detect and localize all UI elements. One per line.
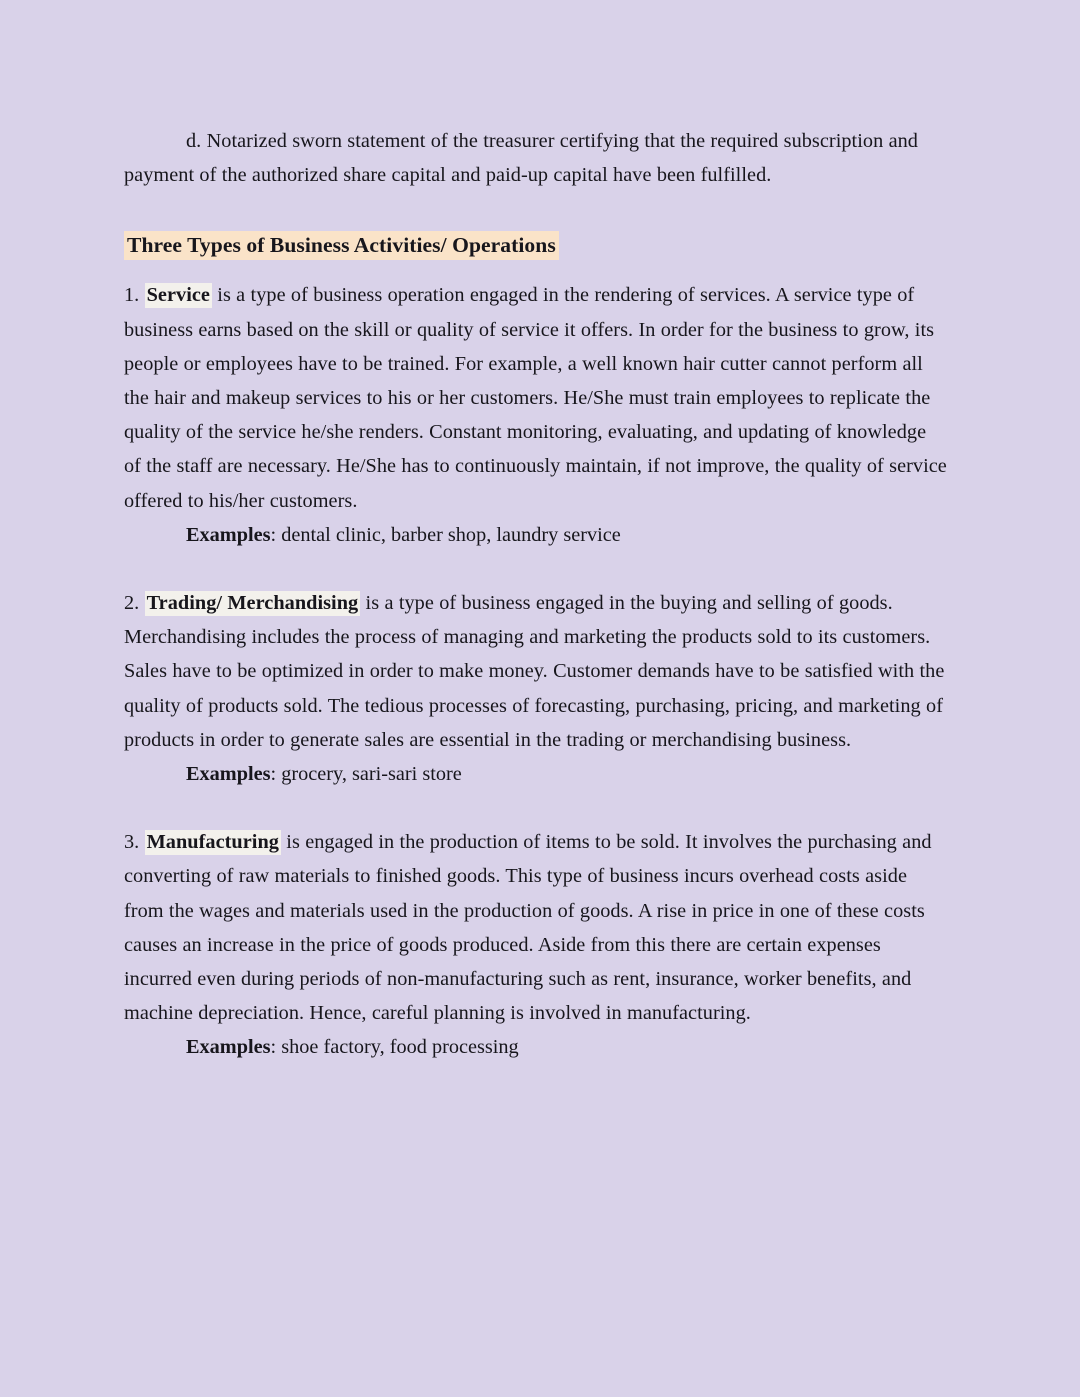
heading-highlight: Three Types of Business Activities/ Operations xyxy=(124,231,559,260)
examples-line-2 xyxy=(124,757,948,791)
examples-value-2: : grocery, sari-sari store xyxy=(270,763,462,786)
examples-label-3: Examples xyxy=(186,1036,271,1059)
examples-label-2: Examples xyxy=(186,763,271,786)
section-body-1: is a type of business operation engaged in the rendering of services. A service type of business earns based on the skill or quality of service it offers. In order for the business to grow, its people or employees have to be trained. For example, a well known hair cutter cannot perform all the hair and makeup services to his or her customers. He/She must train employees to replicate the quality of the service he/she renders. Constant monitoring, evaluating, and updating of knowledge of the staff are necessary. He/She has to continuously maintain, if not improve, the quality of service offered to his/her customers. xyxy=(124,284,947,512)
section-term-1: Service xyxy=(146,284,210,307)
section-paragraph-2 xyxy=(124,586,948,757)
section-body-3: is engaged in the production of items to be sold. It involves the purchasing and converting of raw materials to finished goods. This type of business incurs overhead costs aside from the wages and materials used in the production of goods. A rise in price in one of these costs causes an increase in the price of goods produced. Aside from this there are certain expenses incurred even during periods of non-manufacturing such as rent, insurance, worker benefits, and machine depreciation. Hence, careful planning is involved in manufacturing. xyxy=(124,831,932,1025)
document-content xyxy=(124,124,948,1065)
section-number-1: 1. xyxy=(124,284,140,307)
examples-line-3 xyxy=(124,1030,948,1064)
spacer xyxy=(124,552,948,586)
section-paragraph-3 xyxy=(124,825,948,1030)
page-title xyxy=(124,230,948,260)
examples-line-1 xyxy=(124,518,948,552)
spacer xyxy=(124,791,948,825)
spacer xyxy=(124,192,948,230)
examples-value-3: : shoe factory, food processing xyxy=(270,1036,519,1059)
intro-paragraph: d. Notarized sworn statement of the treasurer certifying that the required subscription and payment of the authorized share capital and paid-up capital have been fulfilled. xyxy=(124,130,918,187)
section-paragraph-1 xyxy=(124,278,948,517)
section-body-2: is a type of business engaged in the buying and selling of goods. Merchandising includes the process of managing and marketing the products sold to its customers. Sales have to be optimized in order to make money. Customer demands have to be satisfied with the quality of products sold. The tedious processes of forecasting, purchasing, pricing, and marketing of products in order to generate sales are essential in the trading or merchandising business. xyxy=(124,592,945,751)
section-number-3: 3. xyxy=(124,831,140,854)
section-number-2: 2. xyxy=(124,592,140,615)
examples-label-1: Examples xyxy=(186,523,271,546)
section-term-2: Trading/ Merchandising xyxy=(146,592,359,615)
spacer xyxy=(124,260,948,278)
examples-value-1: : dental clinic, barber shop, laundry service xyxy=(270,523,621,546)
section-term-3: Manufacturing xyxy=(146,831,279,854)
